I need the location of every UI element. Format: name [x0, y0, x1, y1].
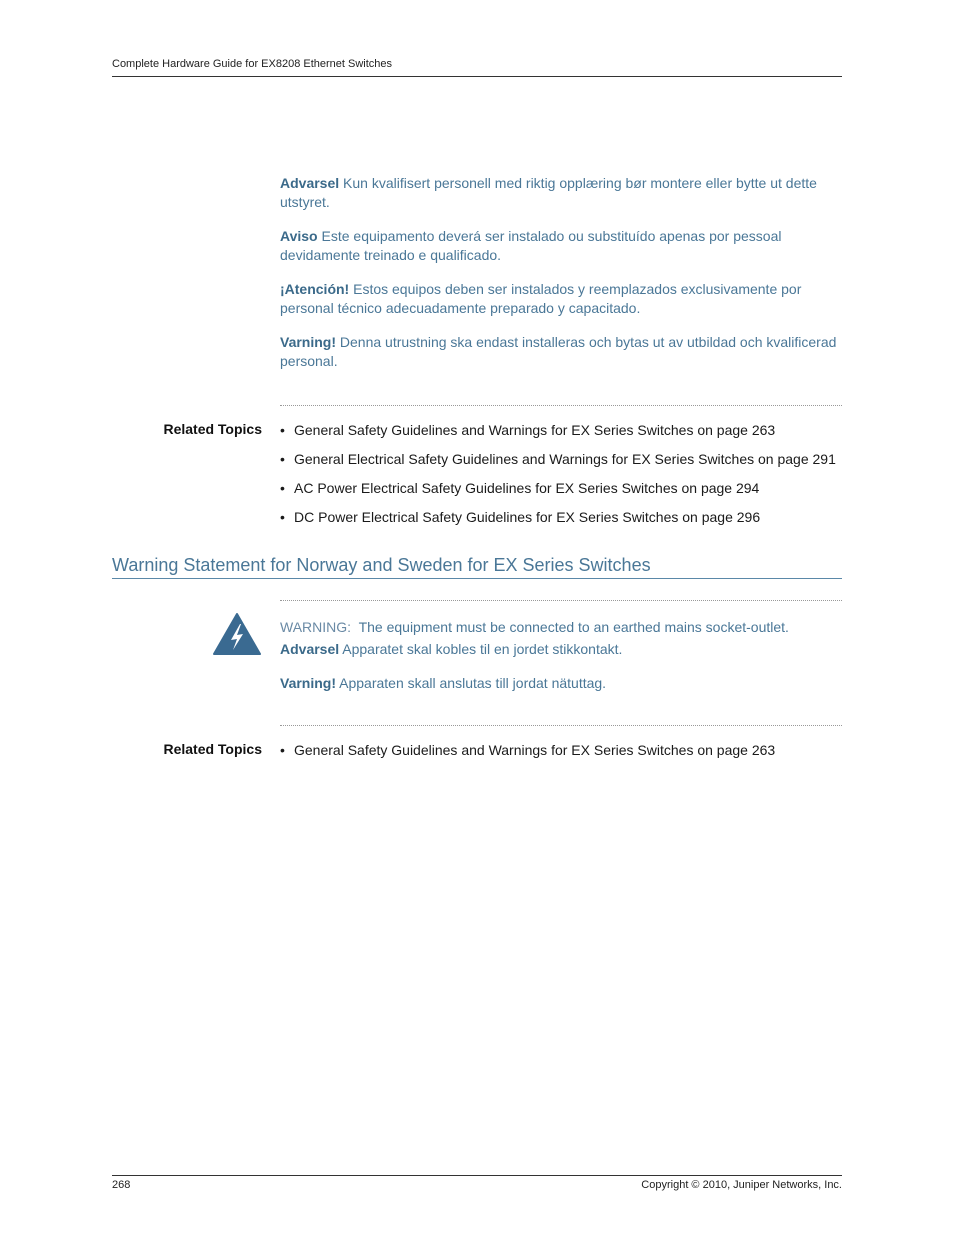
section-heading: [112, 555, 842, 579]
related-topic-link[interactable]: • General Safety Guidelines and Warnings for EX Series Switches on page 263: [280, 742, 776, 758]
page-number: 268: [112, 1179, 131, 1191]
related-topic-link[interactable]: • AC Power Electrical Safety Guidelines for EX Series Switches on page 294: [280, 480, 760, 496]
warning-english: WARNING: The equipment must be connected to an earthed mains socket-outlet.: [280, 619, 789, 635]
page-footer: [112, 1175, 842, 1196]
electrical-hazard-icon: [212, 612, 262, 656]
dotted-divider: [280, 600, 842, 601]
page-header: [112, 57, 842, 77]
related-topic-link[interactable]: • DC Power Electrical Safety Guidelines for EX Series Switches on page 296: [280, 509, 761, 525]
related-topics-list: [280, 421, 850, 537]
warning-norwegian-earth: Advarsel Apparatet skal kobles til en jordet stikkontakt.: [280, 641, 623, 657]
warning-swedish-earth: Varning! Apparaten skall anslutas till jordat nätuttag.: [280, 675, 607, 691]
related-topics-label: Related Topics: [163, 421, 262, 437]
related-topic-link[interactable]: • General Safety Guidelines and Warnings for EX Series Switches on page 263: [280, 422, 776, 438]
warning-portuguese: Aviso Este equipamento deverá ser instalado ou substituído apenas por pessoal devidamente treinado e qualificado.: [280, 228, 782, 263]
copyright: Copyright © 2010, Juniper Networks, Inc.: [641, 1179, 842, 1191]
warning-spanish: ¡Atención! Estos equipos deben ser instalados y reemplazados exclusivamente por personal técnico adecuadamente preparado y capacitado.: [280, 281, 802, 316]
section-title-text: Warning Statement for Norway and Sweden for EX Series Switches: [112, 555, 651, 575]
dotted-divider: [280, 405, 842, 406]
multilingual-warning-block: [280, 174, 842, 386]
warning-swedish: Varning! Denna utrustning ska endast installeras och bytas ut av utbildad och kvalificerad personal.: [280, 334, 837, 369]
related-topic-link[interactable]: • General Electrical Safety Guidelines and Warnings for EX Series Switches on page 291: [280, 451, 836, 467]
warning-norwegian: Advarsel Kun kvalifisert personell med riktig opplæring bør montere eller bytte ut dette utstyret.: [280, 175, 817, 210]
related-topics-list: [280, 741, 850, 770]
header-title: Complete Hardware Guide for EX8208 Ethernet Switches: [112, 58, 393, 70]
earthing-warning-block: [280, 618, 842, 708]
dotted-divider: [280, 725, 842, 726]
related-topics-label: Related Topics: [163, 741, 262, 757]
